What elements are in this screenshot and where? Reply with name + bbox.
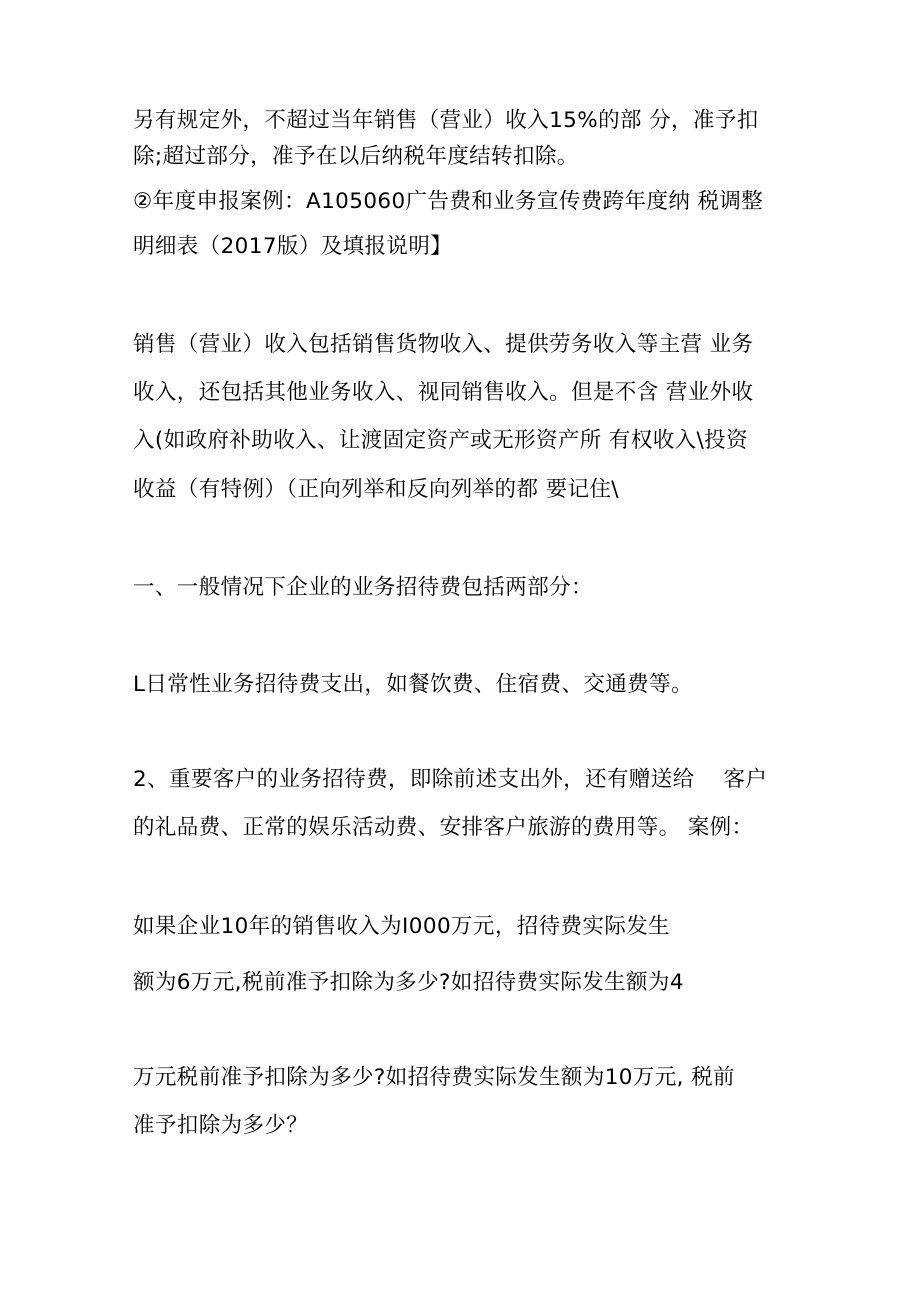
- paragraph-1-line-2: 除;超过部分，准予在以后纳税年度结转扣除。: [133, 144, 579, 169]
- paragraph-6-line-2: 的礼品费、正常的娱乐活动费、安排客户旅游的费用等。 案例：: [133, 815, 754, 840]
- paragraph-2-line-2: 明细表（2017版）及填报说明】: [133, 234, 453, 259]
- paragraph-4-line-1: 一、一般情况下企业的业务招待费包括两部分：: [133, 575, 593, 600]
- paragraph-3-line-4: 收益（有特例）（正向列举和反向列举的都 要记住\: [133, 477, 619, 502]
- paragraph-6-line-1: 2、重要客户的业务招待费，即除前述支出外，还有赠送给 客户: [133, 767, 768, 792]
- paragraph-7-line-1: 如果企业10年的销售收入为I000万元，招待费实际发生: [133, 914, 671, 939]
- paragraph-3-line-3: 入(如政府补助收入、让渡固定资产或无形资产所 有权收入\投资: [133, 428, 748, 453]
- paragraph-1-line-1: 另有规定外，不超过当年销售（营业）收入15%的部 分，准予扣: [133, 108, 759, 133]
- paragraph-2-line-1: ②年度申报案例：A105060广告费和业务宣传费跨年度纳 税调整: [133, 189, 764, 214]
- paragraph-8-line-1: 万元税前准予扣除为多少?如招待费实际发生额为10万元, 税前: [133, 1065, 735, 1090]
- paragraph-7-line-2: 额为6万元,税前准予扣除为多少?如招待费实际发生额为4: [133, 970, 684, 995]
- paragraph-5-line-1: L日常性业务招待费支出，如餐饮费、住宿费、交通费等。: [133, 672, 693, 697]
- paragraph-8-line-2: 准予扣除为多少？: [133, 1113, 309, 1138]
- paragraph-3-line-1: 销售（营业）收入包括销售货物收入、提供劳务收入等主营 业务: [133, 332, 754, 357]
- paragraph-3-line-2: 收入，还包括其他业务收入、视同销售收入。但是不含 营业外收: [133, 380, 754, 405]
